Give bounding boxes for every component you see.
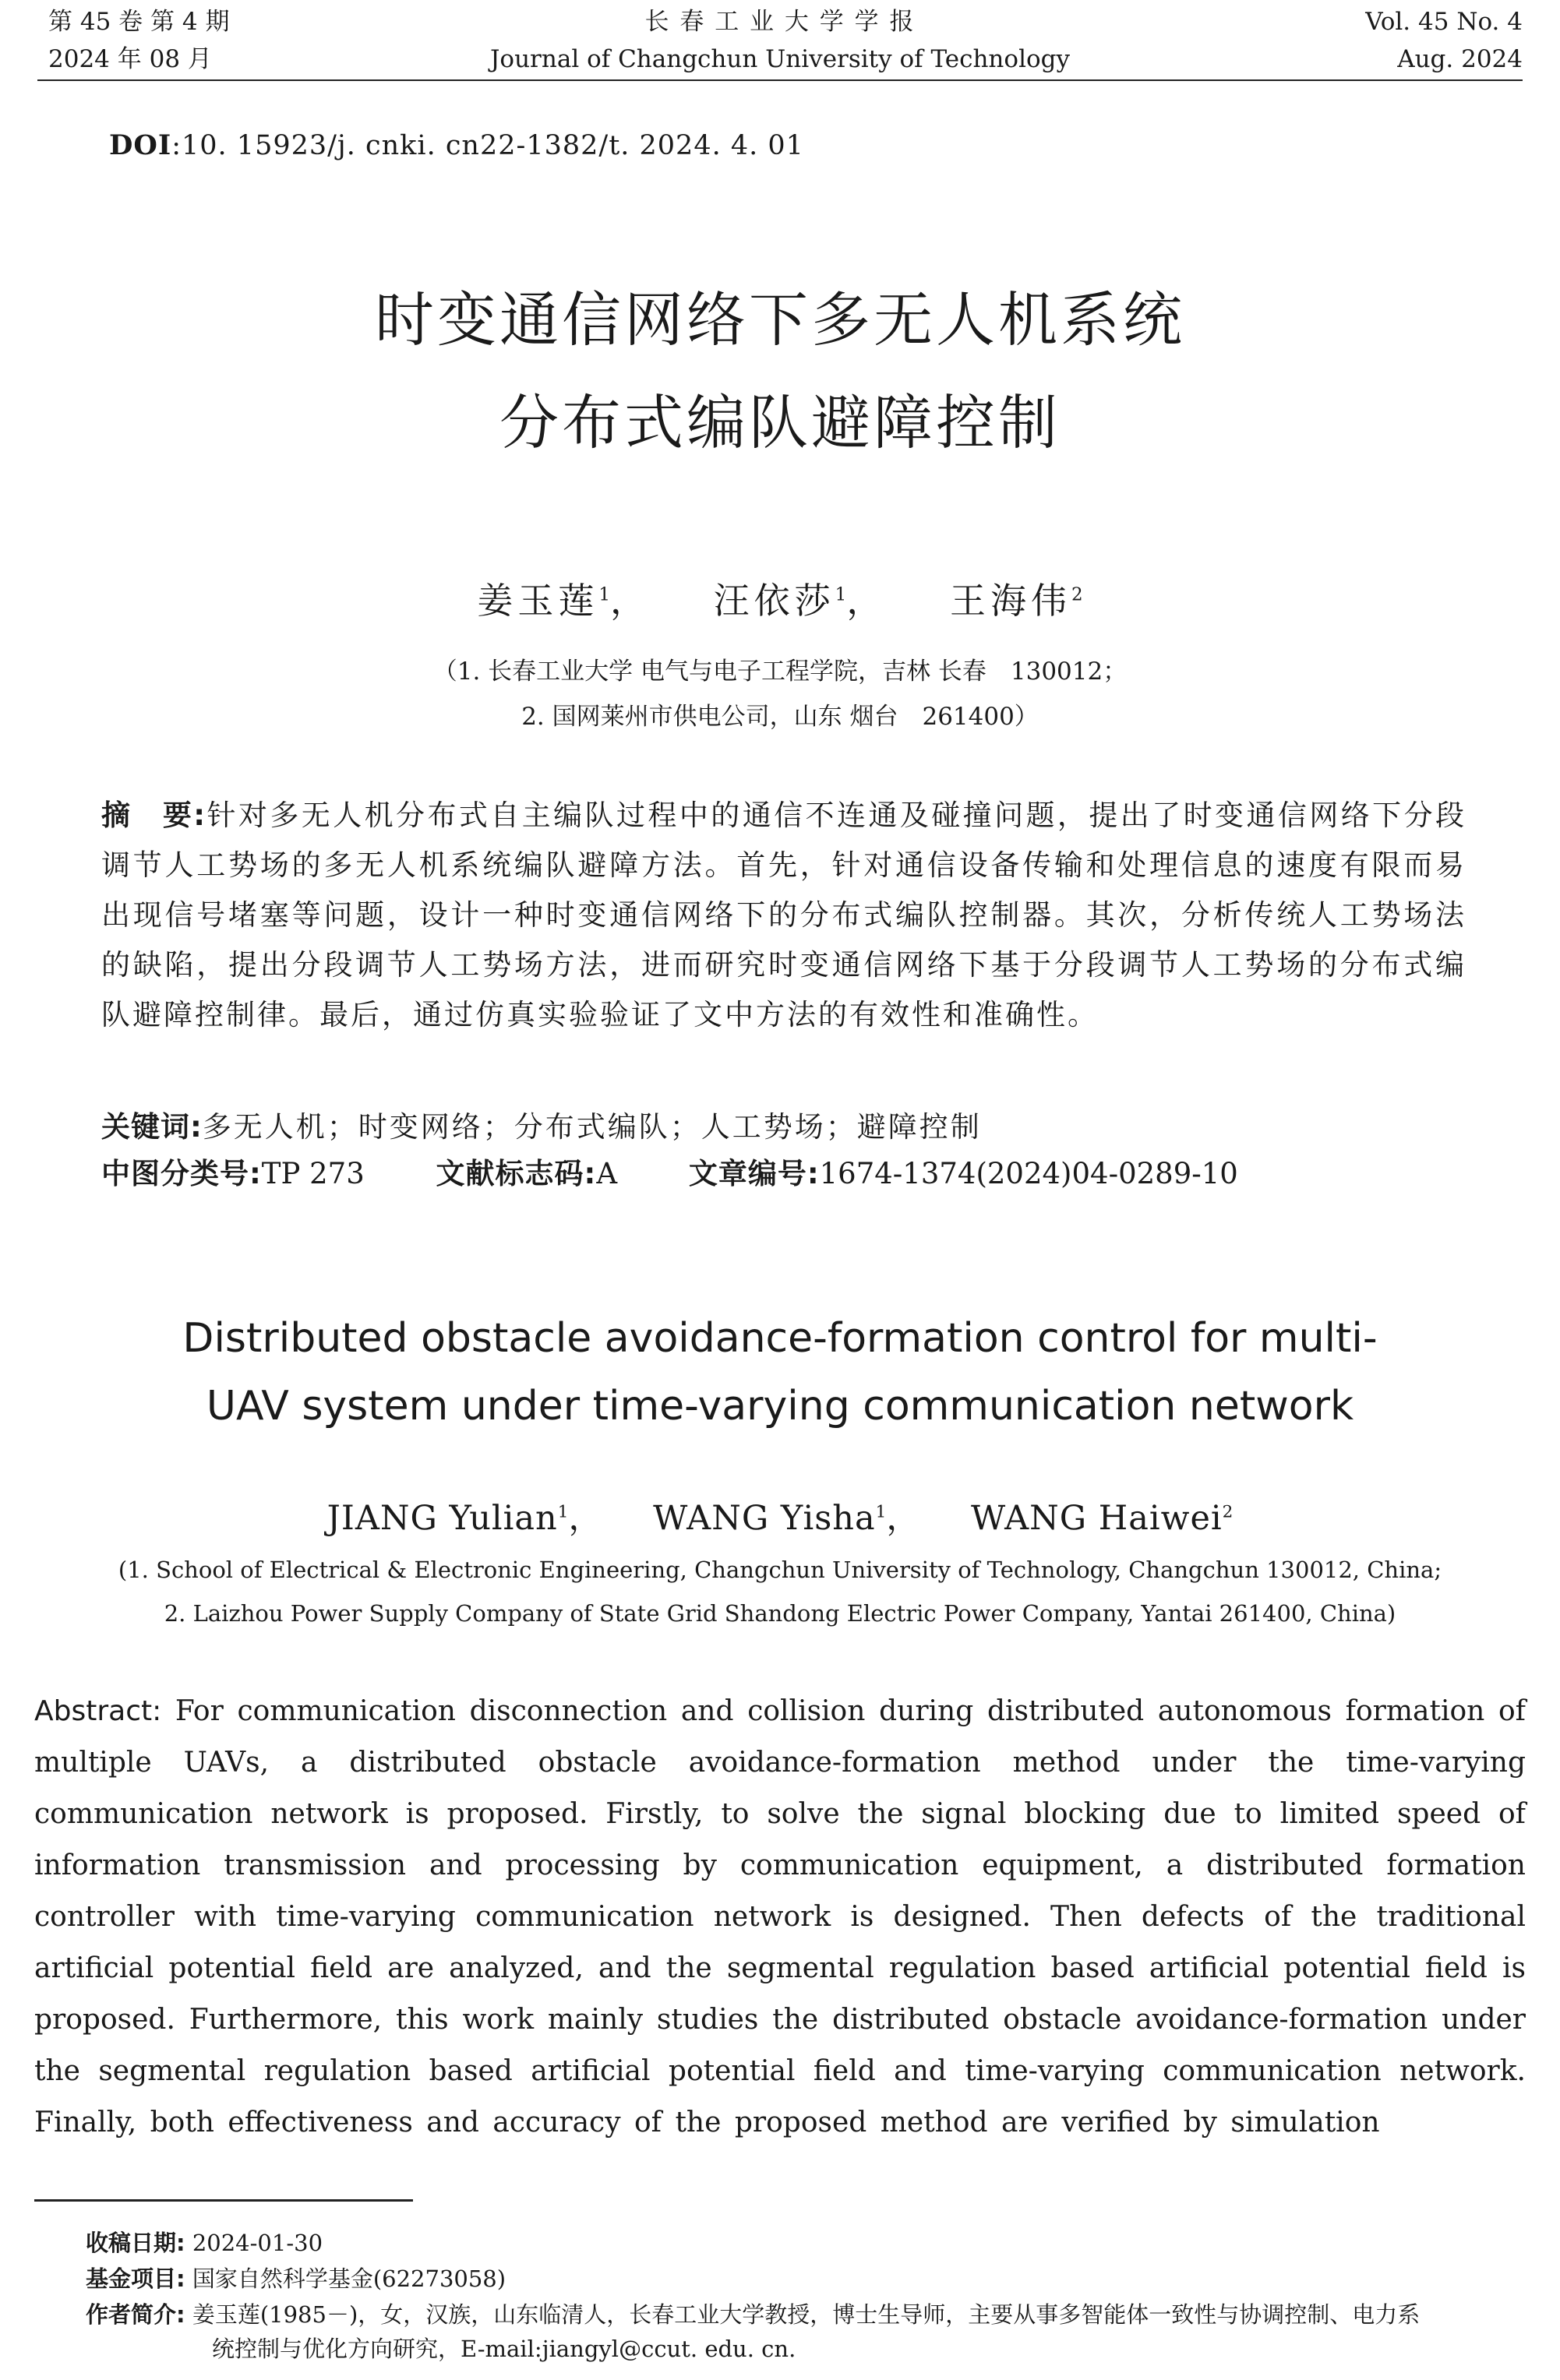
author-bio-line2: 统控制与优化方向研究，E-mail:jiangyl@ccut. edu. cn. xyxy=(212,2336,796,2362)
issue-date: 2024 年 08 月 xyxy=(48,45,212,73)
cn-affiliation-1: （1. 长春工业大学 电气与电子工程学院，吉林 长春 130012； xyxy=(432,658,1128,686)
author-name: 姜玉莲 xyxy=(477,580,599,622)
author-affiliation-mark: 2 xyxy=(1222,1502,1234,1522)
author-name: JIANG Yulian xyxy=(326,1499,558,1538)
author-bio-label: 作者简介: xyxy=(86,2301,185,2328)
article-no-value: 1674-1374(2024)04-0289-10 xyxy=(819,1157,1238,1190)
fund-label: 基金项目: xyxy=(86,2265,185,2292)
author-name: WANG Haiwei xyxy=(971,1499,1223,1538)
en-abstract-label: Abstract: xyxy=(34,1695,162,1727)
clc-value: TP 273 xyxy=(261,1157,365,1190)
footnote-rule xyxy=(34,2199,413,2202)
clc-label: 中图分类号: xyxy=(101,1157,262,1190)
en-authors xyxy=(0,1492,1560,1539)
received-label: 收稿日期: xyxy=(86,2230,185,2256)
volume-issue-en: Vol. 45 No. 4 xyxy=(1365,8,1523,36)
author-separator: ， xyxy=(886,1499,921,1538)
author-name: WANG Yisha xyxy=(653,1499,876,1538)
author-affiliation-mark: 1 xyxy=(598,584,611,605)
cn-keywords-text: 多无人机；时变网络；分布式编队；人工势场；避障控制 xyxy=(202,1110,982,1144)
cn-title-line2: 分布式编队避障控制 xyxy=(499,388,1061,457)
doc-code-value: A xyxy=(596,1157,618,1190)
author-separator: ， xyxy=(610,580,651,622)
author-affiliation-mark: 1 xyxy=(557,1502,569,1522)
cn-authors xyxy=(0,573,1560,624)
author-name: 汪依莎 xyxy=(713,580,835,622)
author-bio-line1: 姜玉莲(1985－)，女，汉族，山东临清人，长春工业大学教授，博士生导师，主要从事多智能体一致性与协调控制、电力系 xyxy=(192,2301,1421,2328)
cn-abstract-label: 摘 要: xyxy=(101,799,207,832)
cn-keywords xyxy=(101,1102,1466,1152)
en-abstract xyxy=(34,1686,1526,2149)
author-affiliation-mark: 1 xyxy=(835,584,847,605)
author-separator: ， xyxy=(846,580,888,622)
doi-line xyxy=(109,129,804,161)
article-no-label: 文章编号: xyxy=(688,1157,820,1190)
journal-name-en: Journal of Changchun University of Technology xyxy=(490,45,1070,73)
footnote-author-bio xyxy=(86,2297,1543,2366)
fund-value: 国家自然科学基金(62273058) xyxy=(192,2265,506,2292)
author-separator: ， xyxy=(568,1499,603,1538)
volume-issue: 第 45 卷 第 4 期 xyxy=(48,8,230,36)
cn-abstract xyxy=(101,791,1466,1040)
footnote-received xyxy=(86,2226,1543,2260)
journal-name-cn: 长 春 工 业 大 学 学 报 xyxy=(644,8,916,36)
cn-title-line1: 时变通信网络下多无人机系统 xyxy=(375,285,1185,354)
doc-code-label: 文献标志码: xyxy=(436,1157,597,1190)
cn-abstract-text: 针对多无人机分布式自主编队过程中的通信不连通及碰撞问题，提出了时变通信网络下分段调节人工势场的多无人机系统编队避障方法。首先，针对通信设备传输和处理信息的速度有限而易出现信号堵塞等问题，设计一种时变通信网络下的分布式编队控制器。其次，分析传统人工势场法的缺陷，提出分段调节人工势场方法，进而研究时变通信网络下基于分段调节人工势场的分布式编队避障控制律。最后，通过仿真实验验证了文中方法的有效性和准确性。 xyxy=(101,799,1467,1031)
journal-volume-info-en xyxy=(1365,3,1523,78)
doi-label: DOI xyxy=(109,129,172,161)
en-affiliation-1: (1. School of Electrical & Electronic Engineering, Changchun University of Technology, Changchun 130012, China; xyxy=(118,1557,1442,1583)
en-affiliation-2: 2. Laizhou Power Supply Company of State Grid Shandong Electric Power Company, Yantai 261400, China) xyxy=(164,1600,1396,1627)
header-rule xyxy=(37,79,1523,81)
doi-value: :10. 15923/j. cnki. cn22-1382/t. 2024. 4. 01 xyxy=(171,130,804,161)
en-title-line2: UAV system under time-varying communication network xyxy=(206,1383,1354,1430)
issue-date-en: Aug. 2024 xyxy=(1397,45,1523,73)
footnote-fund xyxy=(86,2262,1543,2296)
journal-name xyxy=(0,3,1560,78)
cn-affiliation-2: 2. 国网莱州市供电公司，山东 烟台 261400） xyxy=(521,703,1039,731)
received-value: 2024-01-30 xyxy=(192,2230,323,2256)
author-affiliation-mark: 2 xyxy=(1071,584,1083,605)
en-abstract-text: For communication disconnection and collision during distributed autonomous formation of multiple UAVs, a distributed obstacle avoidance-formation method under the time-varying communication network is proposed. Firstly, to solve the signal blocking due to limited speed of information transmission and processing by communication equipment, a distributed formation controller with time-varying communication network is designed. Then defects of the traditional artificial potential field are analyzed, and the segmental regulation based artificial potential field is proposed. Furthermore, this work mainly studies the distributed obstacle avoidance-formation under the segmental regulation based artificial potential field and time-varying communication network. Finally, both effectiveness and accuracy of the proposed method are verified by simulation xyxy=(34,1695,1526,2138)
cn-classification-line xyxy=(101,1149,1466,1199)
en-title-line1: Distributed obstacle avoidance-formation control for multi- xyxy=(182,1315,1378,1362)
author-name: 王海伟 xyxy=(949,580,1071,622)
cn-keywords-label: 关键词: xyxy=(101,1110,203,1144)
author-affiliation-mark: 1 xyxy=(875,1502,887,1522)
